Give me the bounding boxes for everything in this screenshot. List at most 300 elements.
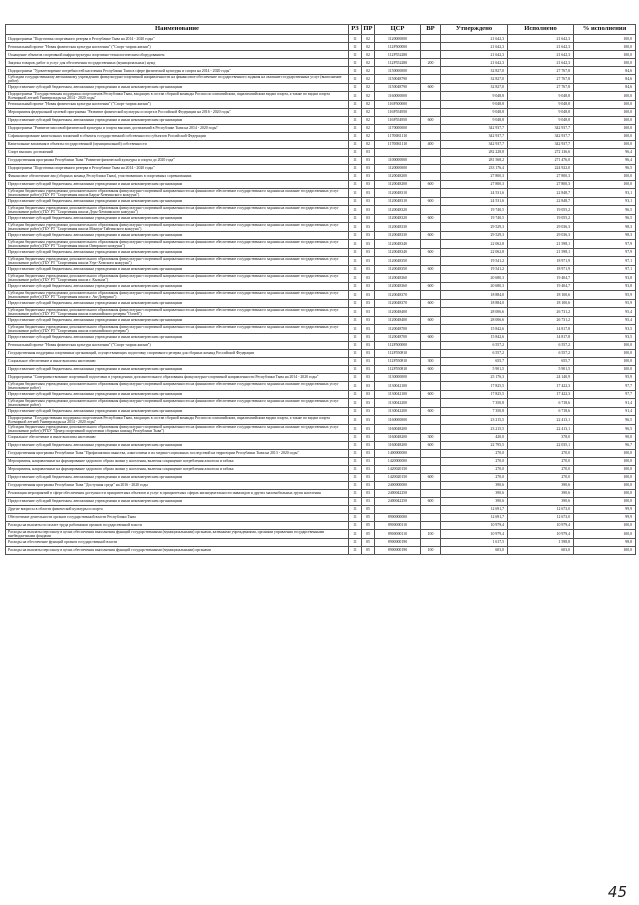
cell-name: Предоставление субсидий бюджетным, автономным учреждениям и иным некоммерческим организациям xyxy=(6,116,349,124)
cell-csr: 1120048200 xyxy=(375,180,421,188)
table-row xyxy=(6,529,636,538)
cell-pr: 02 xyxy=(362,116,375,124)
cell-approved: 270,0 xyxy=(441,449,508,457)
cell-pr: 03 xyxy=(362,441,375,449)
header-executed: Исполнено xyxy=(508,25,574,35)
cell-percent: 97,9 xyxy=(574,248,636,256)
cell-approved: 19 541,2 xyxy=(441,256,508,265)
cell-csr: 1120048310 xyxy=(375,188,421,197)
table-row xyxy=(6,140,636,148)
cell-vr: 600 xyxy=(421,316,441,324)
cell-rz: 11 xyxy=(349,83,362,91)
cell-percent: 100,0 xyxy=(574,449,636,457)
cell-vr xyxy=(421,100,441,108)
cell-name: Субсидии бюджетным учреждениям дополнительного образования физкультурно-спортивной направленности на финансовое обеспечение государственного задания на оказание государственных услуг (выполнение работ) (ГБУ РТ "Спортивная школа Барун-Хемчикского кожууна") xyxy=(6,188,349,197)
cell-vr: 600 xyxy=(421,180,441,188)
cell-percent: 97,1 xyxy=(574,265,636,273)
cell-executed: 5 901,5 xyxy=(508,365,574,373)
cell-approved: 22 795,5 xyxy=(441,441,508,449)
cell-approved: 23 215,5 xyxy=(441,415,508,424)
cell-rz: 11 xyxy=(349,172,362,180)
cell-vr xyxy=(421,164,441,172)
cell-percent: 95,4 xyxy=(574,316,636,324)
cell-pr: 03 xyxy=(362,172,375,180)
cell-executed: 270,0 xyxy=(508,457,574,465)
cell-name: Капитальные вложения в объекты государственной (муниципальной) собственности xyxy=(6,140,349,148)
cell-pr: 02 xyxy=(362,108,375,116)
header-approved: Утверждено xyxy=(441,25,508,35)
cell-rz: 11 xyxy=(349,316,362,324)
cell-vr xyxy=(421,481,441,489)
cell-rz: 11 xyxy=(349,529,362,538)
cell-csr: 112P550810 xyxy=(375,365,421,373)
cell-executed: 271 476,0 xyxy=(508,156,574,164)
cell-csr: 11700R1110 xyxy=(375,140,421,148)
table-row xyxy=(6,424,636,433)
cell-percent: 100,0 xyxy=(574,132,636,140)
cell-name: Субсидии бюджетным учреждениям дополнительного образования физкультурно-спортивной направленности на финансовое обеспечение государственного задания на оказание государственных услуг (выполнение работ) (ГБУ РТ "Спортивная школа Овюрского кожууна") xyxy=(6,239,349,248)
table-row xyxy=(6,521,636,529)
cell-pr: 02 xyxy=(362,75,375,84)
table-row xyxy=(6,513,636,521)
cell-approved: 20 680,3 xyxy=(441,273,508,282)
cell-approved: 19 740,5 xyxy=(441,205,508,214)
cell-executed: 603,0 xyxy=(508,546,574,554)
table-row xyxy=(6,398,636,407)
cell-approved: 270,0 xyxy=(441,457,508,465)
cell-name: Предоставление субсидий бюджетным, автономным учреждениям и иным некоммерческим организациям xyxy=(6,497,349,505)
cell-name: Подпрограмма "Государственная поддержка спортсменов Республики Тыва, входящих в состав сборной команды России по олимпийским, паралимпийским видам спорта, а также по видам спорта Всемирной летней Универсиады на 2014 - 2020 годы" xyxy=(6,91,349,100)
cell-approved: 5 901,5 xyxy=(441,365,508,373)
cell-pr: 03 xyxy=(362,239,375,248)
cell-rz: 11 xyxy=(349,282,362,290)
table-row xyxy=(6,156,636,164)
cell-pr: 05 xyxy=(362,505,375,513)
cell-percent: 95,9 xyxy=(574,373,636,381)
cell-vr: 100 xyxy=(421,546,441,554)
table-row xyxy=(6,180,636,188)
header-vr: ВР xyxy=(421,25,441,35)
cell-executed: 27 767,8 xyxy=(508,83,574,91)
cell-rz: 11 xyxy=(349,239,362,248)
cell-csr: 116P554950 xyxy=(375,116,421,124)
cell-executed: 19 404,7 xyxy=(508,282,574,290)
cell-percent: 96,5 xyxy=(574,164,636,172)
cell-name: Субсидии бюджетным учреждениям дополнительного образования физкультурно-спортивной направленности на финансовое обеспечение государственного задания на оказание государственных услуг (выполнение работ) (ГБУ РТ "Спортивная школа Дзун-Хемчикского кожууна") xyxy=(6,205,349,214)
cell-approved: 28 006,6 xyxy=(441,316,508,324)
cell-percent: 100,0 xyxy=(574,349,636,357)
cell-percent: 93,8 xyxy=(574,273,636,282)
cell-name: Государственная программа Республики Тыва "Профилактика пьянства, алкоголизма и их медико-социальных последствий на территории Республики Тыва на 2013 - 2020 годы" xyxy=(6,449,349,457)
cell-percent: 100,0 xyxy=(574,497,636,505)
cell-executed: 12 673,0 xyxy=(508,505,574,513)
cell-executed: 378,0 xyxy=(508,433,574,441)
cell-percent: 95,4 xyxy=(574,307,636,316)
cell-approved: 12 691,7 xyxy=(441,513,508,521)
cell-name: Субсидии бюджетным учреждениям дополнительного образования физкультурно-спортивной направленности на финансовое обеспечение государственного задания на оказание государственных услуг (выполнение работ) (ГБУ РТ "Спортивная школа олимпийского резерва") xyxy=(6,324,349,333)
cell-approved: 9 048,8 xyxy=(441,116,508,124)
table-row xyxy=(6,231,636,239)
cell-name: Подпрограмма "Государственная поддержка спортсменов Республики Тыва, входящих в состав сборной команды России по олимпийским, паралимпийским видам спорта, а также по видам спорта Всемирной летней Универсиады на 2014 - 2020 годы" xyxy=(6,415,349,424)
cell-csr: 1120000000 xyxy=(375,35,421,43)
cell-approved: 24 531,6 xyxy=(441,197,508,205)
cell-rz: 11 xyxy=(349,538,362,546)
cell-rz: 11 xyxy=(349,341,362,349)
cell-vr: 400 xyxy=(421,140,441,148)
cell-vr xyxy=(421,35,441,43)
cell-pr: 03 xyxy=(362,481,375,489)
cell-percent: 84,6 xyxy=(574,75,636,84)
cell-percent: 95,9 xyxy=(574,290,636,299)
cell-executed: 29 036,3 xyxy=(508,231,574,239)
cell-approved: 12 691,7 xyxy=(441,505,508,513)
cell-percent: 98,3 xyxy=(574,222,636,231)
cell-percent: 99,9 xyxy=(574,513,636,521)
cell-name: Предоставление субсидий бюджетным, автономным учреждениям и иным некоммерческим организациям xyxy=(6,473,349,481)
table-row xyxy=(6,333,636,341)
cell-executed: 27 767,8 xyxy=(508,67,574,75)
cell-executed: 27 800,3 xyxy=(508,180,574,188)
cell-executed: 18 971,9 xyxy=(508,265,574,273)
cell-approved: 27 800,3 xyxy=(441,172,508,180)
cell-rz: 11 xyxy=(349,546,362,554)
cell-percent: 96,5 xyxy=(574,205,636,214)
cell-vr xyxy=(421,91,441,100)
cell-name: Предоставление субсидий бюджетным, автономным учреждениям и иным некоммерческим организациям xyxy=(6,282,349,290)
table-row xyxy=(6,205,636,214)
cell-pr: 03 xyxy=(362,424,375,433)
cell-approved: 22 062,8 xyxy=(441,248,508,256)
cell-approved: 29 529,3 xyxy=(441,222,508,231)
table-row xyxy=(6,265,636,273)
cell-csr: 2400042250 xyxy=(375,497,421,505)
cell-vr: 600 xyxy=(421,497,441,505)
table-row xyxy=(6,248,636,256)
table-body xyxy=(6,35,636,555)
cell-vr xyxy=(421,188,441,197)
cell-rz: 11 xyxy=(349,324,362,333)
cell-rz: 11 xyxy=(349,407,362,415)
cell-approved: 281 568,2 xyxy=(441,156,508,164)
cell-name: Предоставление субсидий бюджетным, автономным учреждениям и иным некоммерческим организациям xyxy=(6,441,349,449)
cell-executed: 10 979,4 xyxy=(508,529,574,538)
cell-pr: 03 xyxy=(362,465,375,473)
cell-vr xyxy=(421,381,441,390)
cell-percent: 100,0 xyxy=(574,529,636,538)
cell-rz: 11 xyxy=(349,205,362,214)
cell-csr: 1120048400 xyxy=(375,307,421,316)
table-row xyxy=(6,390,636,398)
cell-executed: 21 642,3 xyxy=(508,51,574,59)
cell-rz: 11 xyxy=(349,441,362,449)
cell-vr xyxy=(421,43,441,51)
cell-csr: 112P550810 xyxy=(375,349,421,357)
cell-rz: 11 xyxy=(349,424,362,433)
cell-executed: 14 817,8 xyxy=(508,333,574,341)
cell-name: Предоставление субсидий бюджетным, автономным учреждениям и иным некоммерческим организациям xyxy=(6,333,349,341)
table-row xyxy=(6,457,636,465)
cell-csr: 1150048790 xyxy=(375,83,421,91)
cell-name: Субсидии бюджетным учреждениям дополнительного образования физкультурно-спортивной направленности на финансовое обеспечение государственного задания на оказание государственных услуг (выполнение работ) xyxy=(6,398,349,407)
cell-rz: 11 xyxy=(349,265,362,273)
table-row xyxy=(6,197,636,205)
cell-rz: 11 xyxy=(349,505,362,513)
cell-percent: 100,0 xyxy=(574,59,636,67)
cell-name: Подпрограмма "Удовлетворение потребностей населения Республики Тыва в сфере физической культуры и спорта на 2014 - 2020 годы" xyxy=(6,67,349,75)
cell-percent: 100,0 xyxy=(574,140,636,148)
cell-pr: 03 xyxy=(362,381,375,390)
cell-rz: 11 xyxy=(349,67,362,75)
cell-csr: 1120048350 xyxy=(375,256,421,265)
cell-name: Предоставление субсидий бюджетным, автономным учреждениям и иным некоммерческим организациям xyxy=(6,231,349,239)
cell-name: Социальное обеспечение и иные выплаты населению xyxy=(6,433,349,441)
cell-executed: 6 718,6 xyxy=(508,407,574,415)
cell-approved: 21 642,3 xyxy=(441,35,508,43)
cell-pr: 03 xyxy=(362,164,375,172)
cell-rz: 11 xyxy=(349,433,362,441)
cell-percent: 84,6 xyxy=(574,67,636,75)
cell-percent: 97,7 xyxy=(574,390,636,398)
cell-csr: 1160000000 xyxy=(375,91,421,100)
cell-pr: 03 xyxy=(362,497,375,505)
table-row xyxy=(6,51,636,59)
cell-name: Софинансирование капитальных вложений в объекты государственной собственности субъектов Российской Федерации xyxy=(6,132,349,140)
cell-approved: 420,0 xyxy=(441,433,508,441)
table-row xyxy=(6,116,636,124)
cell-vr: 600 xyxy=(421,473,441,481)
cell-csr: 1150000000 xyxy=(375,67,421,75)
table-row xyxy=(6,282,636,290)
cell-name: Подпрограмма "Совершенствование спортивной подготовки в учреждениях дополнительного образования физкультурно-спортивной направленности Республики Тыва на 2014 - 2020 годы" xyxy=(6,373,349,381)
cell-approved: 28 006,6 xyxy=(441,307,508,316)
cell-pr: 03 xyxy=(362,265,375,273)
cell-vr xyxy=(421,465,441,473)
cell-rz: 11 xyxy=(349,373,362,381)
cell-csr: 112P552280 xyxy=(375,51,421,59)
table-row xyxy=(6,290,636,299)
cell-executed: 19 404,7 xyxy=(508,273,574,282)
cell-executed: 342 937,7 xyxy=(508,132,574,140)
cell-approved: 10 979,4 xyxy=(441,521,508,529)
cell-executed: 22 848,7 xyxy=(508,188,574,197)
cell-csr: 1170000000 xyxy=(375,124,421,132)
cell-csr: 8900000110 xyxy=(375,521,421,529)
header-csr: ЦСР xyxy=(375,25,421,35)
cell-vr: 600 xyxy=(421,83,441,91)
cell-rz: 11 xyxy=(349,140,362,148)
cell-rz: 11 xyxy=(349,256,362,265)
cell-pr: 03 xyxy=(362,373,375,381)
cell-name: Подпрограмма "Подготовка спортивного резерва в Республике Тыва на 2014 - 2020 годы" xyxy=(6,35,349,43)
table-row xyxy=(6,299,636,307)
cell-executed: 1 598,8 xyxy=(508,538,574,546)
cell-percent: 100,0 xyxy=(574,124,636,132)
cell-pr: 03 xyxy=(362,407,375,415)
cell-vr xyxy=(421,273,441,282)
cell-pr: 03 xyxy=(362,222,375,231)
cell-approved: 7 350,8 xyxy=(441,407,508,415)
cell-pr: 03 xyxy=(362,307,375,316)
cell-rz: 11 xyxy=(349,398,362,407)
cell-percent: 93,1 xyxy=(574,197,636,205)
table-row xyxy=(6,256,636,265)
cell-pr: 03 xyxy=(362,390,375,398)
cell-csr: 1120048350 xyxy=(375,265,421,273)
cell-executed: 21 598,1 xyxy=(508,248,574,256)
cell-vr xyxy=(421,324,441,333)
cell-vr: 600 xyxy=(421,282,441,290)
cell-rz: 11 xyxy=(349,349,362,357)
cell-pr: 03 xyxy=(362,197,375,205)
cell-csr: 1160000000 xyxy=(375,415,421,424)
cell-executed: 27 767,8 xyxy=(508,75,574,84)
header-pr: ПР xyxy=(362,25,375,35)
cell-approved: 655,7 xyxy=(441,357,508,365)
cell-vr xyxy=(421,256,441,265)
table-row xyxy=(6,373,636,381)
cell-csr xyxy=(375,505,421,513)
cell-approved: 390,6 xyxy=(441,489,508,497)
cell-percent: 93,5 xyxy=(574,324,636,333)
cell-rz: 11 xyxy=(349,457,362,465)
cell-name: Расходы на выплаты персоналу в целях обеспечения выполнения функций государственными (муниципальными) органами xyxy=(6,546,349,554)
cell-vr xyxy=(421,521,441,529)
table-row xyxy=(6,441,636,449)
cell-approved: 9 048,8 xyxy=(441,91,508,100)
table-row xyxy=(6,489,636,497)
cell-executed: 6 718,6 xyxy=(508,398,574,407)
table-row xyxy=(6,357,636,365)
cell-pr: 05 xyxy=(362,538,375,546)
cell-csr: 1130042100 xyxy=(375,390,421,398)
cell-pr: 05 xyxy=(362,521,375,529)
cell-executed: 22 413,1 xyxy=(508,415,574,424)
cell-pr: 03 xyxy=(362,231,375,239)
cell-approved: 22 062,8 xyxy=(441,239,508,248)
cell-vr xyxy=(421,75,441,84)
table-row xyxy=(6,497,636,505)
cell-percent: 100,0 xyxy=(574,51,636,59)
cell-approved: 10 979,4 xyxy=(441,529,508,538)
cell-percent: 93,5 xyxy=(574,333,636,341)
cell-name: Субсидии бюджетным учреждениям дополнительного образования физкультурно-спортивной направленности на финансовое обеспечение государственного задания на оказание государственных услуг (выполнение работ) (ГБУ РТ "Спортивная школа г. Кызыла") xyxy=(6,273,349,282)
cell-percent: 100,0 xyxy=(574,357,636,365)
cell-percent: 95,9 xyxy=(574,299,636,307)
cell-pr: 03 xyxy=(362,214,375,222)
cell-executed: 272 136,6 xyxy=(508,148,574,156)
cell-executed: 18 100,6 xyxy=(508,299,574,307)
cell-rz: 11 xyxy=(349,465,362,473)
cell-approved: 390,6 xyxy=(441,497,508,505)
cell-pr: 03 xyxy=(362,148,375,156)
cell-approved: 27 800,3 xyxy=(441,180,508,188)
cell-csr: 1160048200 xyxy=(375,433,421,441)
cell-percent: 98,3 xyxy=(574,231,636,239)
cell-rz: 11 xyxy=(349,197,362,205)
cell-vr: 600 xyxy=(421,333,441,341)
table-row xyxy=(6,100,636,108)
header-percent: % исполнения xyxy=(574,25,636,35)
cell-vr xyxy=(421,415,441,424)
table-row xyxy=(6,75,636,84)
cell-vr: 600 xyxy=(421,299,441,307)
cell-csr: 116P500000 xyxy=(375,100,421,108)
cell-rz: 11 xyxy=(349,35,362,43)
cell-vr xyxy=(421,156,441,164)
table-row xyxy=(6,473,636,481)
cell-rz: 11 xyxy=(349,188,362,197)
cell-percent: 100,0 xyxy=(574,100,636,108)
cell-csr: 112P552280 xyxy=(375,59,421,67)
cell-executed: 12 673,0 xyxy=(508,513,574,521)
table-row xyxy=(6,407,636,415)
cell-percent: 100,0 xyxy=(574,116,636,124)
cell-percent: 98,8 xyxy=(574,538,636,546)
cell-percent: 96,5 xyxy=(574,415,636,424)
cell-pr: 03 xyxy=(362,349,375,357)
cell-rz: 11 xyxy=(349,116,362,124)
cell-pr: 03 xyxy=(362,316,375,324)
cell-csr: 112P500000 xyxy=(375,341,421,349)
table-row xyxy=(6,124,636,132)
cell-vr xyxy=(421,239,441,248)
cell-approved: 6 557,2 xyxy=(441,341,508,349)
cell-csr: 1420020150 xyxy=(375,473,421,481)
cell-pr: 02 xyxy=(362,91,375,100)
cell-name: Субсидии государственному автономному учреждению физкультурно-спортивной направленности на финансовое обеспечение государственного задания на оказание государственных услуг (выполнение работ) xyxy=(6,75,349,84)
cell-vr: 600 xyxy=(421,231,441,239)
cell-rz: 11 xyxy=(349,489,362,497)
cell-approved: 19 541,2 xyxy=(441,265,508,273)
cell-executed: 6 557,2 xyxy=(508,349,574,357)
cell-name: Государственная программа Республики Тыва "Доступная среда" на 2016 - 2020 годы xyxy=(6,481,349,489)
cell-executed: 21 598,1 xyxy=(508,239,574,248)
cell-executed: 19 055,2 xyxy=(508,205,574,214)
cell-executed: 19 055,2 xyxy=(508,214,574,222)
cell-vr xyxy=(421,341,441,349)
cell-approved: 32 827,0 xyxy=(441,83,508,91)
cell-approved: 15 842,6 xyxy=(441,324,508,333)
cell-percent: 97,9 xyxy=(574,239,636,248)
table-row xyxy=(6,415,636,424)
cell-csr: 1120048330 xyxy=(375,231,421,239)
cell-pr: 02 xyxy=(362,43,375,51)
table-header-row xyxy=(6,25,636,35)
cell-name: Региональный проект "Новая физическая культура населения" ("Спорт -норма жизни") xyxy=(6,100,349,108)
table-row xyxy=(6,505,636,513)
cell-approved: 17 825,5 xyxy=(441,381,508,390)
cell-csr: 1120000000 xyxy=(375,164,421,172)
cell-csr: 1120048320 xyxy=(375,205,421,214)
cell-percent: 100,0 xyxy=(574,35,636,43)
cell-rz: 11 xyxy=(349,521,362,529)
cell-pr: 03 xyxy=(362,341,375,349)
cell-approved: 17 825,5 xyxy=(441,390,508,398)
table-row xyxy=(6,273,636,282)
cell-percent: 100,0 xyxy=(574,473,636,481)
header-rz: РЗ xyxy=(349,25,362,35)
cell-name: Подпрограмма "Развитие массовой физической культуры и спорта высших достижений в Республике Тыва на 2014 - 2020 годы" xyxy=(6,124,349,132)
cell-csr: 11700R1110 xyxy=(375,132,421,140)
cell-pr: 03 xyxy=(362,433,375,441)
cell-percent: 91,4 xyxy=(574,398,636,407)
cell-approved: 282 228,8 xyxy=(441,148,508,156)
cell-csr: 8900000190 xyxy=(375,546,421,554)
cell-percent: 84,6 xyxy=(574,83,636,91)
cell-rz: 11 xyxy=(349,214,362,222)
cell-vr xyxy=(421,205,441,214)
table-row xyxy=(6,214,636,222)
